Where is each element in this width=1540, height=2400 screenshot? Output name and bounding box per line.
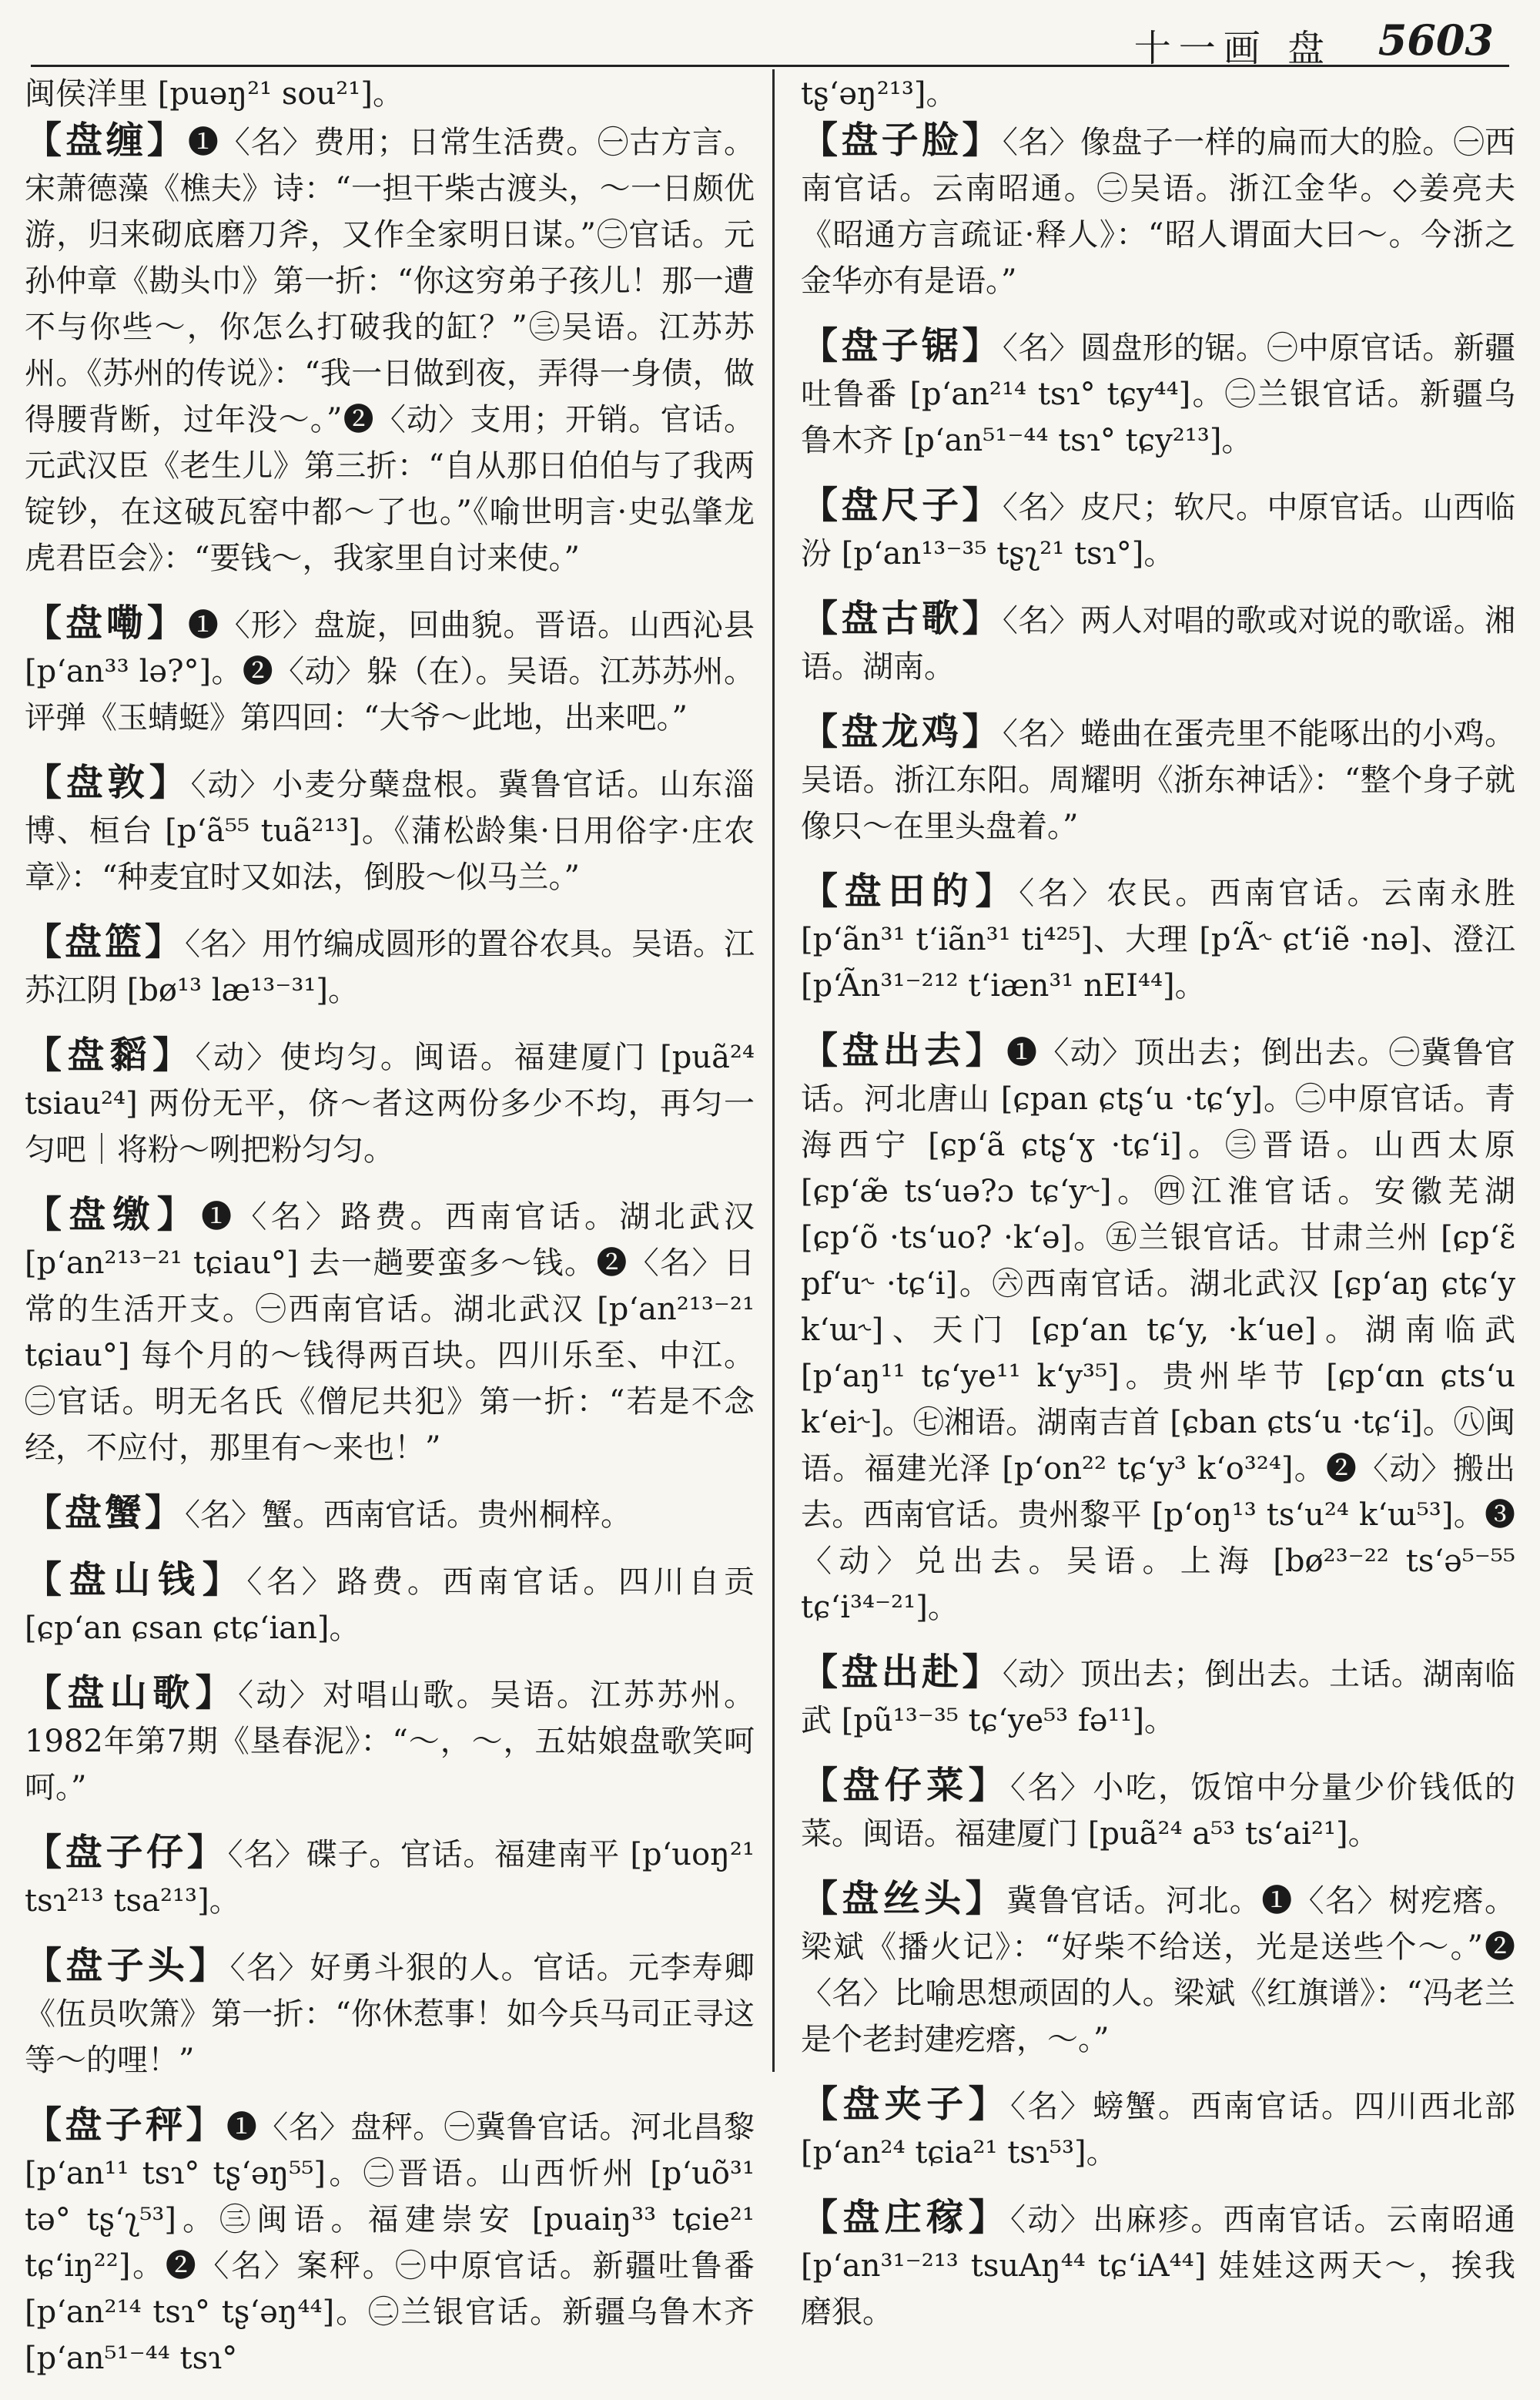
- page-number: 5603: [1378, 15, 1494, 65]
- entry-headword: 【盘田的】: [801, 870, 1019, 913]
- entry-headword: 【盘子秤】: [25, 2103, 226, 2147]
- entry-definition: 〈动〉小麦分蘖盘根。冀鲁官话。山东淄博、桓台 [p‘ã⁵⁵ tuã²¹³]。《蒲松龄集·日用俗字·庄农章》：“种麦宜时又如法，倒股～似马兰。”: [25, 767, 755, 895]
- dictionary-entry: [25, 2102, 755, 2382]
- dictionary-entry: [801, 2081, 1515, 2176]
- dictionary-entry: [801, 1027, 1515, 1631]
- entry-definition: 〈名〉螃蟹。西南官话。四川西北部 [p‘an²⁴ tɕia²¹ tsɿ⁵³]。: [801, 2089, 1515, 2170]
- entry-headword: 【盘子锯】: [801, 324, 1003, 367]
- entry-definition: 〈名〉蜷曲在蛋壳里不能啄出的小鸡。吴语。浙江东阳。周耀明《浙东神话》：“整个身子就像只～在里头盘着。”: [801, 716, 1515, 844]
- entry-headword: 【盘缴】: [25, 1193, 202, 1236]
- entry-headword: 【盘山歌】: [25, 1671, 238, 1715]
- running-title: 十一画 盘: [1133, 27, 1332, 70]
- left-column: [25, 71, 755, 2400]
- column-divider: [772, 69, 775, 2072]
- entry-headword: 【盘山钱】: [25, 1558, 247, 1601]
- entry-headword: 【盘夹子】: [801, 2083, 1010, 2126]
- entry-definition: 〈动〉出麻疹。西南官话。云南昭通 [p‘an³¹⁻²¹³ tsuAŋ⁴⁴ tɕ‘iA⁴⁴] 娃娃这两天～，挨我磨狠。: [801, 2202, 1515, 2330]
- entry-headword: 【盘子头】: [25, 1944, 230, 1987]
- entry-definition: 〈名〉碟子。官话。福建南平 [p‘uoŋ²¹ tsɿ²¹³ tsa²¹³]。: [25, 1837, 755, 1919]
- entry-definition: 〈名〉小吃，饭馆中分量少价钱低的菜。闽语。福建厦门 [puã²⁴ a⁵³ ts‘ai²¹]。: [801, 1770, 1515, 1852]
- entry-headword: 【盘子仔】: [25, 1831, 228, 1874]
- dictionary-entry: [801, 868, 1515, 1009]
- dictionary-entry: [25, 1490, 755, 1538]
- dictionary-entry: [801, 595, 1515, 690]
- dictionary-entry: [25, 759, 755, 900]
- entry-definition: 〈名〉皮尺；软尺。中原官话。山西临汾 [p‘an¹³⁻³⁵ tʂʅ²¹ tsɿ°]。: [801, 490, 1515, 572]
- dictionary-entry: [801, 709, 1515, 850]
- page-header: [31, 11, 1509, 70]
- dictionary-entry: [25, 1032, 755, 1173]
- entry-headword: 【盘䵚】: [25, 1034, 196, 1077]
- right-column: [801, 71, 1515, 2354]
- entry-definition: 〈动〉顶出去；倒出去。土话。湖南临武 [pũ¹³⁻³⁵ tɕ‘ye⁵³ fə¹¹]。: [801, 1657, 1515, 1738]
- entry-definition: 冀鲁官话。河北。❶〈名〉树疙瘩。梁斌《播火记》：“好柴不给送，光是送些个～。”❷〈名〉比喻思想顽固的人。梁斌《红旗谱》：“冯老兰是个老封建疙瘩，～。”: [801, 1883, 1515, 2057]
- entry-definition: ❶〈名〉盘秤。㊀冀鲁官话。河北昌黎 [p‘an¹¹ tsɿ° tʂ‘əŋ⁵⁵]。㊁晋语。山西忻州 [p‘uõ³¹ tə° tʂ‘ʅ⁵³]。㊂闽语。福建崇安 [puaiŋ³³ tɕie²¹ tɕ‘iŋ²²]。❷〈名〉案秤。㊀中原官话。新疆吐鲁番 [p‘an²¹⁴ tsɿ° tʂ‘əŋ⁴⁴]。㊁兰银官话。新疆乌鲁木齐 [p‘an⁵¹⁻⁴⁴ tsɿ°: [25, 2110, 755, 2376]
- entry-headword: 【盘嘞】: [25, 602, 188, 645]
- entry-definition: ❶〈名〉费用；日常生活费。㊀古方言。宋萧德藻《樵夫》诗：“一担干柴古渡头，～一日颇优游，归来砌底磨刀斧，又作全家明日谋。”㊁官话。元孙仲章《勘头巾》第一折：“你这穷弟子孩儿！那一遭不与你些～，你怎么打破我的缸？”㊂吴语。江苏苏州。《苏州的传说》：“我一日做到夜，弄得一身债，做得腰背断，过年没～。”❷〈动〉支用；开销。官话。元武汉臣《老生儿》第三折：“自从那日伯伯与了我两锭钞，在这破瓦窑中都～了也。”《喻世明言·史弘肇龙虎君臣会》：“要钱～，我家里自讨来使。”: [25, 125, 755, 576]
- entry-headword: 【盘缠】: [25, 119, 188, 162]
- entry-definition: 〈名〉像盘子一样的扁而大的脸。㊀西南官话。云南昭通。㊁吴语。浙江金华。◇姜亮夫《昭通方言疏证·释人》：“昭人谓面大曰～。今浙之金华亦有是语。”: [801, 125, 1515, 299]
- dictionary-entry: [25, 117, 755, 582]
- dictionary-entry: [801, 2194, 1515, 2335]
- dictionary-entry: [25, 1192, 755, 1471]
- entry-definition: 〈名〉两人对唱的歌或对说的歌谣。湘语。湖南。: [801, 603, 1515, 685]
- entry-definition: 〈名〉蟹。西南官话。贵州桐梓。: [185, 1497, 632, 1533]
- continuation-text: 闽侯洋里 [puəŋ²¹ sou²¹]。: [25, 76, 403, 112]
- entry-definition: ❶〈形〉盘旋，回曲貌。晋语。山西沁县 [p‘an³³ lə?°]。❷〈动〉躲（在）。吴语。江苏苏州。评弹《玉蜻蜓》第四回：“大爷～此地，出来吧。”: [25, 608, 755, 736]
- entry-definition: 〈动〉对唱山歌。吴语。江苏苏州。1982年第7期《垦春泥》：“～，～，五姑娘盘歌笑呵呵。”: [25, 1678, 755, 1805]
- entry-definition: 〈名〉用竹编成圆形的置谷农具。吴语。江苏江阴 [bø¹³ læ¹³⁻³¹]。: [25, 927, 755, 1008]
- dictionary-entry: [801, 1875, 1515, 2063]
- dictionary-entry: [25, 1942, 755, 2083]
- entry-definition: ❶〈动〉顶出去；倒出去。㊀冀鲁官话。河北唐山 [ɕpan ɕtʂ‘u ·tɕ‘y]。㊁中原官话。青海西宁 [ɕp‘ã ɕtʂ‘ɣ ·tɕ‘i]。㊂晋语。山西太原 [ɕp‘æ̃ ts‘uə?ɔ tɕ‘y˞]。㊃江淮官话。安徽芜湖 [ɕp‘õ ·ts‘uo? ·k‘ə]。㊄兰银官话。甘肃兰州 [ɕp‘ɛ̃ pf‘u˞ ·tɕ‘i]。㊅西南官话。湖北武汉 [ɕp‘aŋ ɕtɕ‘y k‘ɯ˞]、天门 [ɕp‘an tɕ‘y, ·k‘ue]。湖南临武 [p‘aŋ¹¹ tɕ‘ye¹¹ k‘y³⁵]。贵州毕节 [ɕp‘ɑn ɕts‘u k‘ei˞]。㊆湘语。湖南吉首 [ɕban ɕts‘u ·tɕ‘i]。㊇闽语。福建光泽 [p‘on²² tɕ‘y³ k‘o³²⁴]。❷〈动〉搬出去。西南官话。贵州黎平 [p‘oŋ¹³ ts‘u²⁴ k‘ɯ⁵³]。❸〈动〉兑出去。吴语。上海 [bø²³⁻²² ts‘ə⁵⁻⁵⁵ tɕ‘i³⁴⁻²¹]。: [801, 1035, 1515, 1625]
- dictionary-entry: [801, 117, 1515, 304]
- dictionary-entry: [25, 919, 755, 1014]
- entry-headword: 【盘出去】: [801, 1029, 1006, 1072]
- entry-headword: 【盘龙鸡】: [801, 710, 1003, 753]
- dictionary-entry: [25, 1670, 755, 1811]
- dictionary-entry: [25, 1557, 755, 1651]
- entry-headword: 【盘篮】: [25, 920, 186, 964]
- dictionary-entry: [25, 1829, 755, 1924]
- entry-definition: 〈名〉圆盘形的锯。㊀中原官话。新疆吐鲁番 [p‘an²¹⁴ tsɿ° tɕy⁴⁴]。㊁兰银官话。新疆乌鲁木齐 [p‘an⁵¹⁻⁴⁴ tsɿ° tɕy²¹³]。: [801, 330, 1515, 458]
- entry-definition: 〈名〉路费。西南官话。四川自贡 [ɕp‘an ɕsan ɕtɕ‘ian]。: [25, 1564, 755, 1646]
- dictionary-entry: [801, 482, 1515, 577]
- dictionary-entry: [801, 323, 1515, 464]
- dictionary-entry: [25, 600, 755, 741]
- entry-headword: 【盘庄稼】: [801, 2196, 1010, 2239]
- entry-definition: 〈名〉好勇斗狠的人。官话。元李寿卿《伍员吹箫》第一折：“你休惹事！如今兵马司正寻这等～的哩！”: [25, 1950, 755, 2078]
- entry-headword: 【盘仔菜】: [801, 1764, 1010, 1807]
- continuation-text: tʂ‘əŋ²¹³]。: [801, 76, 957, 112]
- entry-definition: 〈名〉农民。西南官话。云南永胜 [p‘ãn³¹ t‘iãn³¹ ti⁴²⁵]、大理 [p‘Ã˞ ɕt‘iẽ ·nə]、澄江 [p‘Ãn³¹⁻²¹² t‘iæn³¹ nEI⁴⁴]。: [801, 876, 1515, 1004]
- entry-headword: 【盘出赴】: [801, 1651, 1003, 1694]
- dictionary-entry: [801, 1762, 1515, 1857]
- entry-headword: 【盘蟹】: [25, 1491, 186, 1534]
- entry-definition: ❶〈名〉路费。西南官话。湖北武汉 [p‘an²¹³⁻²¹ tɕiau°] 去一趟要蛮多～钱。❷〈名〉日常的生活开支。㊀西南官话。湖北武汉 [p‘an²¹³⁻²¹ tɕiau°] 每个月的～钱得两百块。四川乐至、中江。㊁官话。明无名氏《僧尼共犯》第一折：“若是不念经，不应付，那里有～来也！”: [25, 1199, 755, 1466]
- entry-headword: 【盘古歌】: [801, 597, 1003, 640]
- entry-headword: 【盘尺子】: [801, 484, 1003, 527]
- dictionary-entry: [801, 1649, 1515, 1744]
- entry-headword: 【盘丝头】: [801, 1877, 1006, 1920]
- entry-definition: 〈动〉使均匀。闽语。福建厦门 [puã²⁴ tsiau²⁴] 两份无平，侪～者这两份多少不均，再匀一匀吧｜将粉～咧把粉匀匀。: [25, 1040, 755, 1168]
- entry-headword: 【盘敦】: [25, 761, 191, 804]
- entry-headword: 【盘子脸】: [801, 119, 1003, 162]
